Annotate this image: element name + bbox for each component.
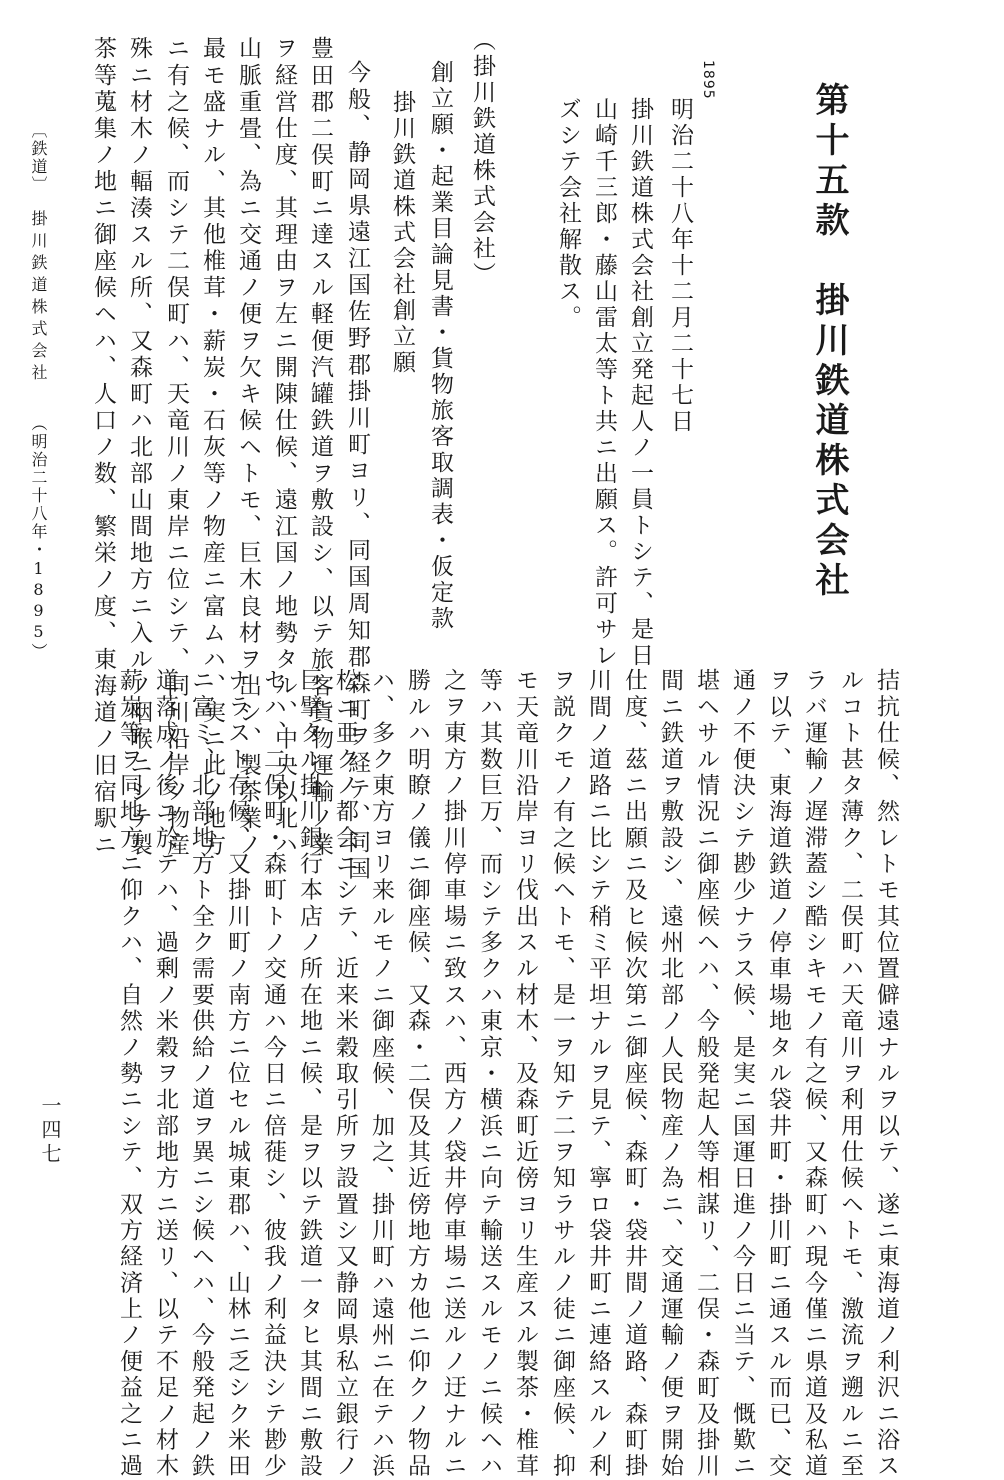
body-line: 薪炭等ヲ同地方ニ仰クハ、自然ノ勢ニシテ、双方経済上ノ便益之ニ過 bbox=[116, 668, 142, 1480]
body-line: 最モ盛ナル、其他椎茸・薪炭・石灰等ノ物産ニ富ムハ、実ニ此ノ地方 bbox=[199, 36, 225, 860]
body-line: 仕度、茲ニ出願ニ及ヒ候次第ニ御座候、森町・袋井間ノ道路、森町掛 bbox=[621, 668, 647, 1480]
body-line: 豊田郡二俣町ニ達スル軽便汽罐鉄道ヲ敷設シ、以テ旅客貨物運輸ノ業 bbox=[307, 36, 333, 860]
body-line: 道落成ノ後ニ於テハ、過剰ノ米穀ヲ北部地方ニ送リ、以テ不足ノ材木 bbox=[152, 668, 178, 1480]
body-line: モ天竜川沿岸ヨリ伐出スル材木、及森町近傍ヨリ生産スル製茶・椎茸 bbox=[512, 668, 538, 1480]
body-line: 堪ヘサル情況ニ御座候ヘハ、今般発起人等相謀リ、二俣・森町及掛川 bbox=[693, 668, 719, 1480]
body-line: 茶等蒐集ノ地ニ御座候ヘハ、人口ノ数、繁栄ノ度、東海道ノ旧宿駅ニ bbox=[90, 36, 116, 860]
intro-line: ズシテ会社解散ス。 bbox=[555, 97, 581, 331]
body-line: ルコト甚タ薄ク、二俣町ハ天竜川ヲ利用仕候ヘトモ、激流ヲ遡ルニ至 bbox=[837, 668, 863, 1480]
body-line: 間ニ鉄道ヲ敷設シ、遠州北部ノ人民物産ノ為ニ、交通運輸ノ便ヲ開始 bbox=[657, 668, 683, 1480]
footer-company: 掛川鉄道株式会社 bbox=[29, 210, 48, 386]
body-line: セハ、二俣町・森町トノ交通ハ今日ニ倍蓰シ、彼我ノ利益決シテ尠少 bbox=[260, 668, 286, 1480]
body-line: 今般、静岡県遠江国佐野郡掛川町ヨリ、同国周知郡森町ヲ経テ、同国 bbox=[344, 60, 370, 884]
body-line: 川間ノ道路ニ比シテ稍ミ平坦ナルヲ見テ、寧ロ袋井町ニ連絡スルノ利 bbox=[585, 668, 611, 1480]
body-line: 松ニ亜クノ都会ニシテ、近来米穀取引所ヲ設置シ又静岡県私立銀行ノ bbox=[332, 668, 358, 1480]
year-annotation: 1895 bbox=[700, 60, 716, 100]
intro-line: 山崎千三郎・藤山雷太等ト共ニ出願ス。許可サレ bbox=[591, 97, 617, 669]
document-list: 創立願・起業目論見書・貨物旅客取調表・仮定款 bbox=[427, 60, 453, 632]
footer-period: （明治二十八年・1895） bbox=[29, 415, 48, 661]
body-line: ラバ運輸ノ遅滞蓋シ酷シキモノ有之候、又森町ハ現今僅ニ県道及私道 bbox=[801, 668, 827, 1480]
source-label: （掛川鉄道株式会社） bbox=[469, 28, 495, 288]
body-line: 拮抗仕候、然レトモ其位置僻遠ナルヲ以テ、遂ニ東海道ノ利沢ニ浴ス bbox=[873, 668, 899, 1480]
body-line: ニ有之候、而シテ二俣町ハ、天竜川ノ東岸ニ位シテ、同川沿岸ノ物産 bbox=[163, 36, 189, 860]
body-line: ヲ経営仕度、其理由ヲ左ニ開陳仕候、遠江国ノ地勢タル、中央以北ハ bbox=[271, 36, 297, 860]
body-line: 殊ニ材木ノ輻湊スル所、又森町ハ北部山間地方ニ入ルノ咽喉ニシテ製 bbox=[126, 36, 152, 860]
intro-line: 掛川鉄道株式会社創立発起人ノ一員トシテ、是日 bbox=[627, 97, 653, 669]
body-line: 之ヲ東方ノ掛川停車場ニ致スハ、西方ノ袋井停車場ニ送ルノ迂ナルニ bbox=[440, 668, 466, 1480]
section-title: 第十五款 掛川鉄道株式会社 bbox=[809, 82, 849, 602]
body-line: ヲ説クモノ有之候ヘトモ、是一ヲ知テ二ヲ知ラサルノ徒ニ御座候、抑 bbox=[549, 668, 575, 1480]
page-number: 一四七 bbox=[38, 1095, 62, 1167]
document-heading: 掛川鉄道株式会社創立願 bbox=[389, 90, 415, 376]
body-line: ニ富ミ、北部地方ト全ク需要供給ノ道ヲ異ニシ候ヘハ、今般発起ノ鉄 bbox=[188, 668, 214, 1480]
body-line: 等ハ其数巨万、而シテ多クハ東京・横浜ニ向テ輸送スルモノニ候ヘハ bbox=[476, 668, 502, 1480]
intro-date: 明治二十八年十二月二十七日 bbox=[667, 97, 693, 435]
body-line: 山脈重畳、為ニ交通ノ便ヲ欠キ候ヘトモ、巨木良材ヲ出シ、製茶業ノ bbox=[235, 36, 261, 860]
body-line: 巨擘タル掛川銀行本店ノ所在地ニ候、是ヲ以テ鉄道一タヒ其間ニ敷設 bbox=[296, 668, 322, 1480]
body-line: ヲ以テ、東海道鉄道ノ停車場地タル袋井町・掛川町ニ通スル而已、交 bbox=[765, 668, 791, 1480]
body-line: ハ、多ク東方ヨリ来ルモノニ御座候、加之、掛川町ハ遠州ニ在テハ浜 bbox=[368, 668, 394, 1480]
body-line: 通ノ不便決シテ尠少ナラス候、是実ニ国運日進ノ今日ニ当テ、慨歎ニ bbox=[729, 668, 755, 1480]
body-line: 勝ルハ明瞭ノ儀ニ御座候、又森・二俣及其近傍地方カ他ニ仰クノ物品 bbox=[404, 668, 430, 1480]
body-line: ナラスト存候、又掛川町ノ南方ニ位セル城東郡ハ、山林ニ乏シク米田 bbox=[224, 668, 250, 1480]
footer-category: 〔鉄道〕 bbox=[29, 122, 48, 194]
